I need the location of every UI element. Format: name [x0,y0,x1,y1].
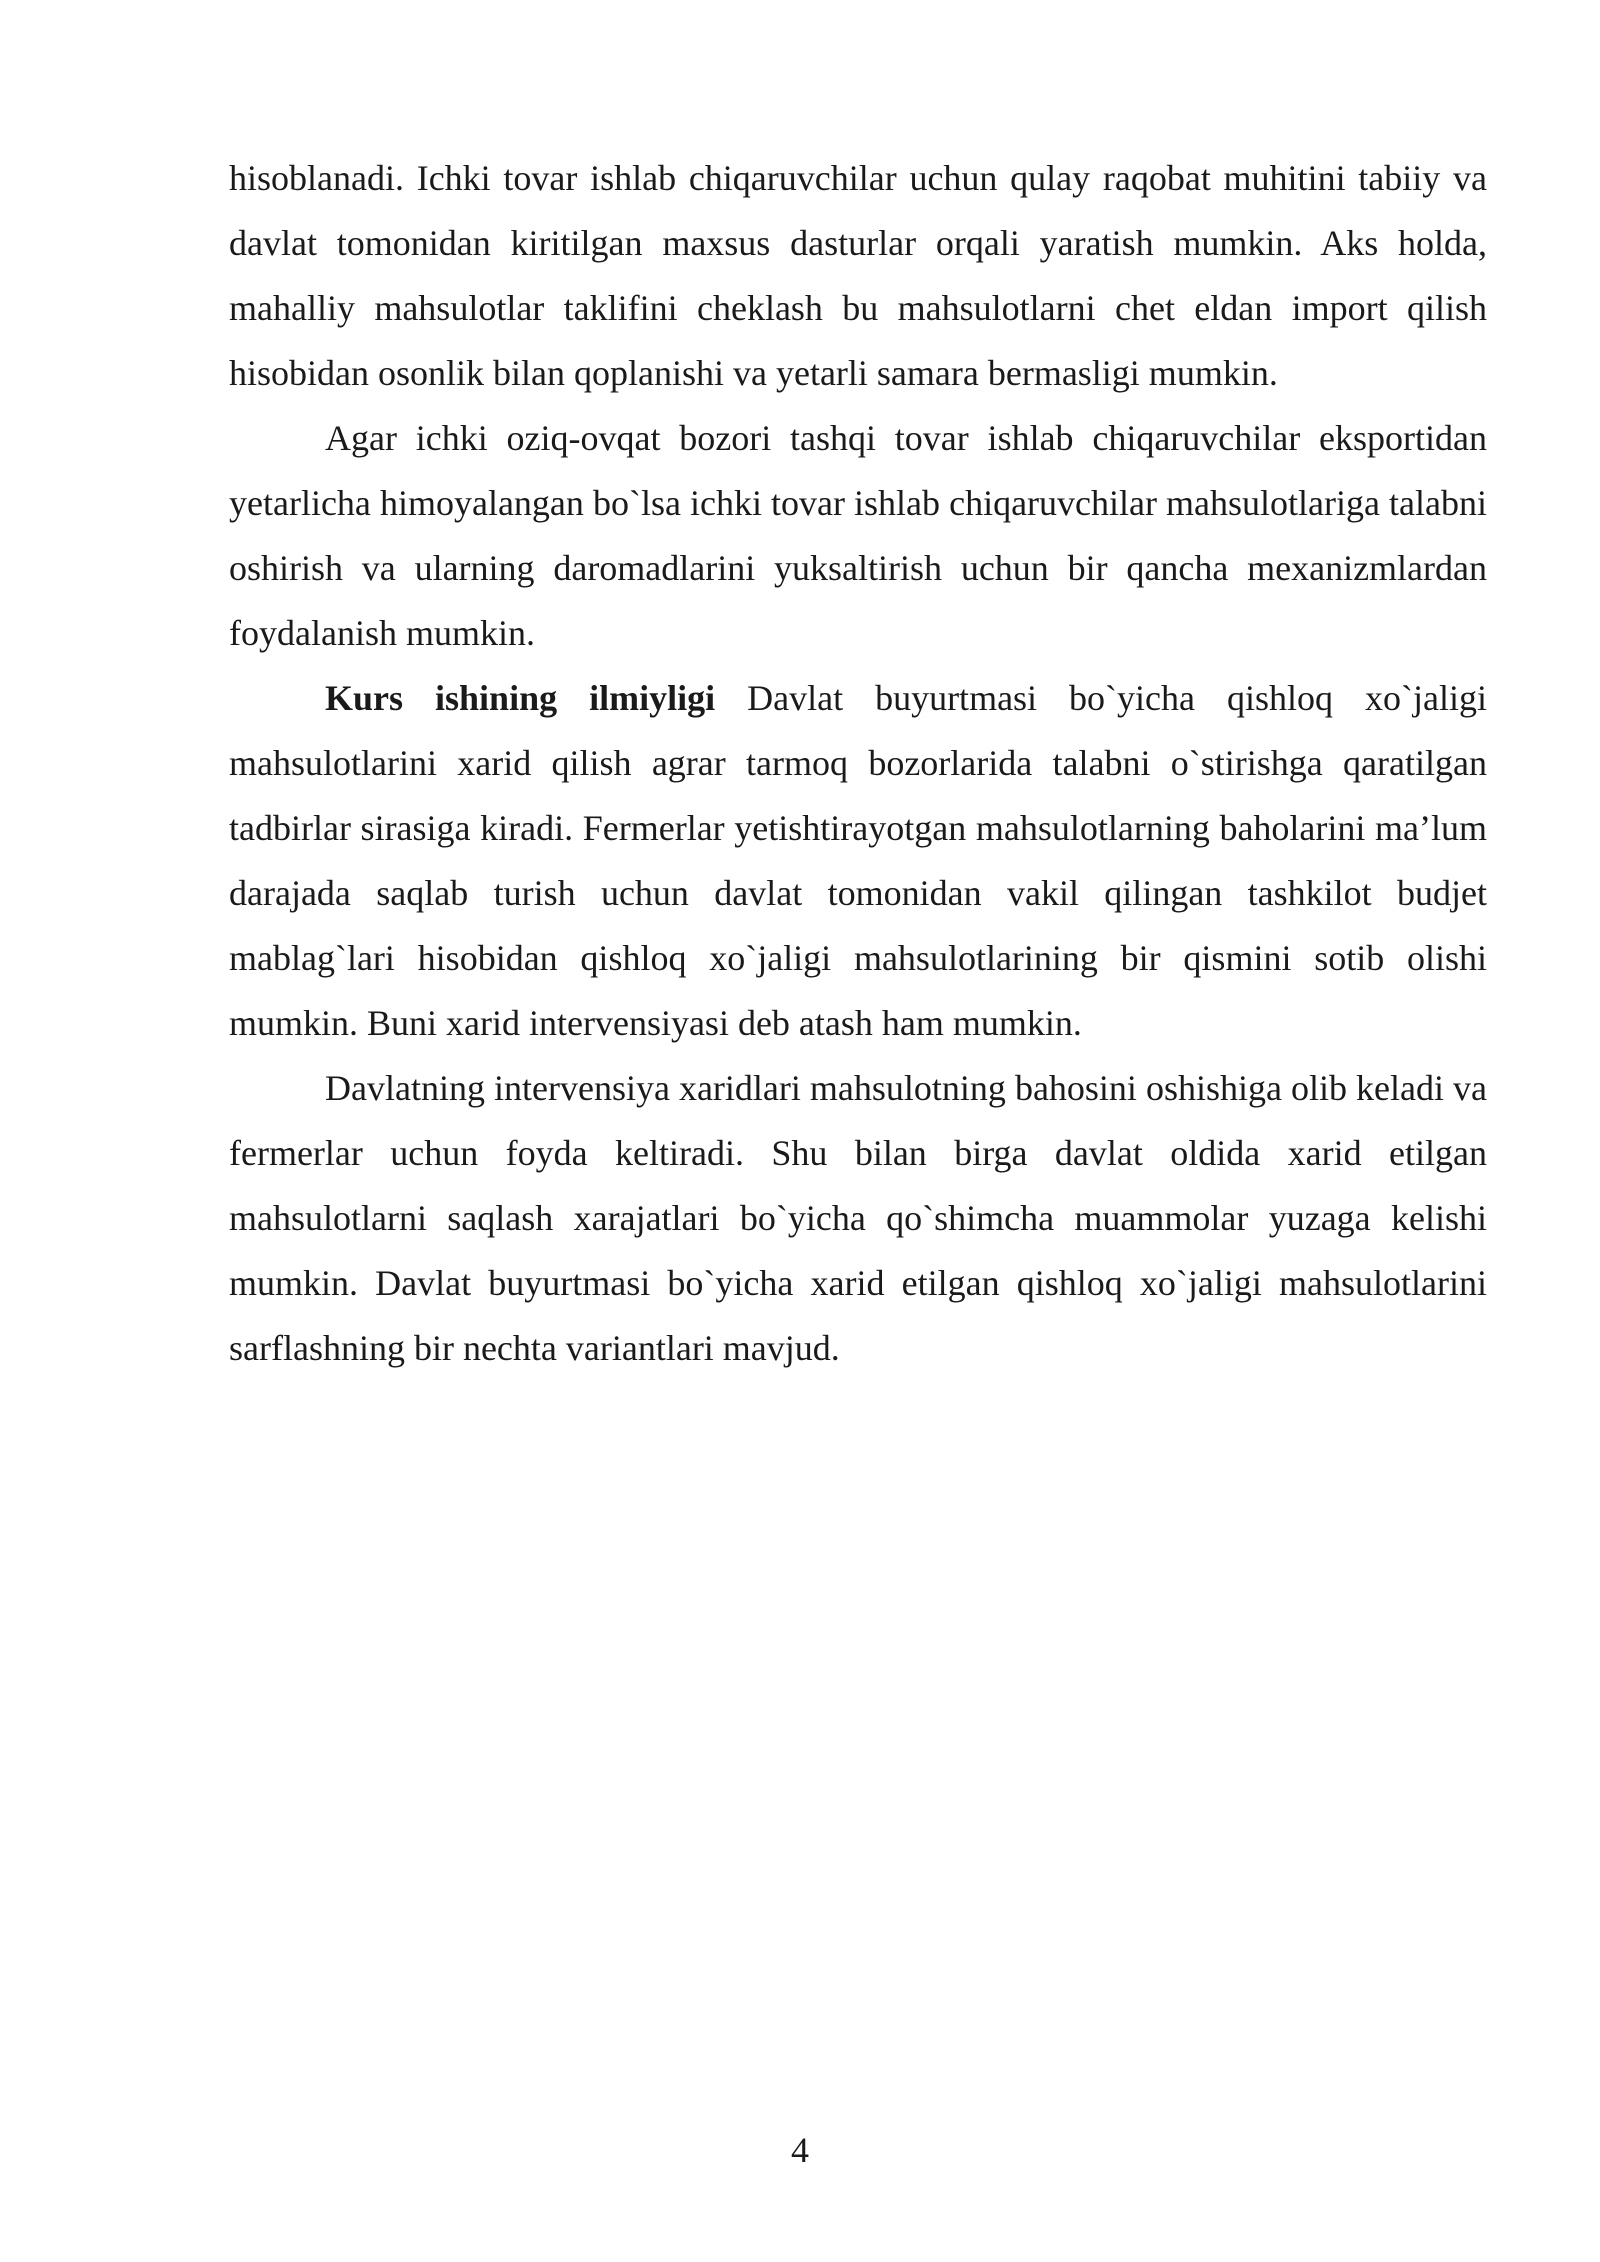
page-number: 4 [791,2130,809,2170]
document-page [229,146,1487,1381]
paragraph-4-text: Davlatning intervensiya xaridlari mahsulotning bahosini oshishiga olib keladi va fermerlar uchun foyda keltiradi. Shu bilan birga davlat oldida xarid etilgan mahsulotlarni saqlash xarajatlari bo`yicha qo`shimcha muammolar yuzaga kelishi mumkin. Davlat buyurtmasi bo`yicha xarid etilgan qishloq xo`jaligi mahsulotlarini sarflashning bir nechta variantlari mavjud. [229,1068,1487,1368]
paragraph-2-text: Agar ichki oziq-ovqat bozori tashqi tovar ishlab chiqaruvchilar eksportidan yetarlicha himoyalangan bo`lsa ichki tovar ishlab chiqaruvchilar mahsulotlariga talabni oshirish va ularning daromadlarini yuksaltirish uchun bir qancha mexanizmlardan foydalanish mumkin. [229,418,1487,653]
paragraph-2 [229,406,1487,666]
paragraph-1-text: hisoblanadi. Ichki tovar ishlab chiqaruvchilar uchun qulay raqobat muhitini tabiiy va davlat tomonidan kiritilgan maxsus dasturlar orqali yaratish mumkin. Aks holda, mahalliy mahsulotlar taklifini cheklash bu mahsulotlarni chet eldan import qilish hisobidan osonlik bilan qoplanishi va yetarli samara bermasligi mumkin. [229,158,1487,393]
paragraph-3-bold-lead: Kurs ishining ilmiyligi [325,678,716,718]
paragraph-4 [229,1056,1487,1381]
paragraph-1 [229,146,1487,406]
paragraph-3-text: Davlat buyurtmasi bo`yicha qishloq xo`jaligi mahsulotlarini xarid qilish agrar tarmoq bozorlarida talabni o`stirishga qaratilgan tadbirlar sirasiga kiradi. Fermerlar yetishtirayotgan mahsulotlarning baholarini ma’lum darajada saqlab turish uchun davlat tomonidan vakil qilingan tashkilot budjet mablag`lari hisobidan qishloq xo`jaligi mahsulotlarining bir qismini sotib olishi mumkin. Buni xarid intervensiyasi deb atash ham mumkin. [229,678,1487,1043]
paragraph-3 [229,666,1487,1056]
